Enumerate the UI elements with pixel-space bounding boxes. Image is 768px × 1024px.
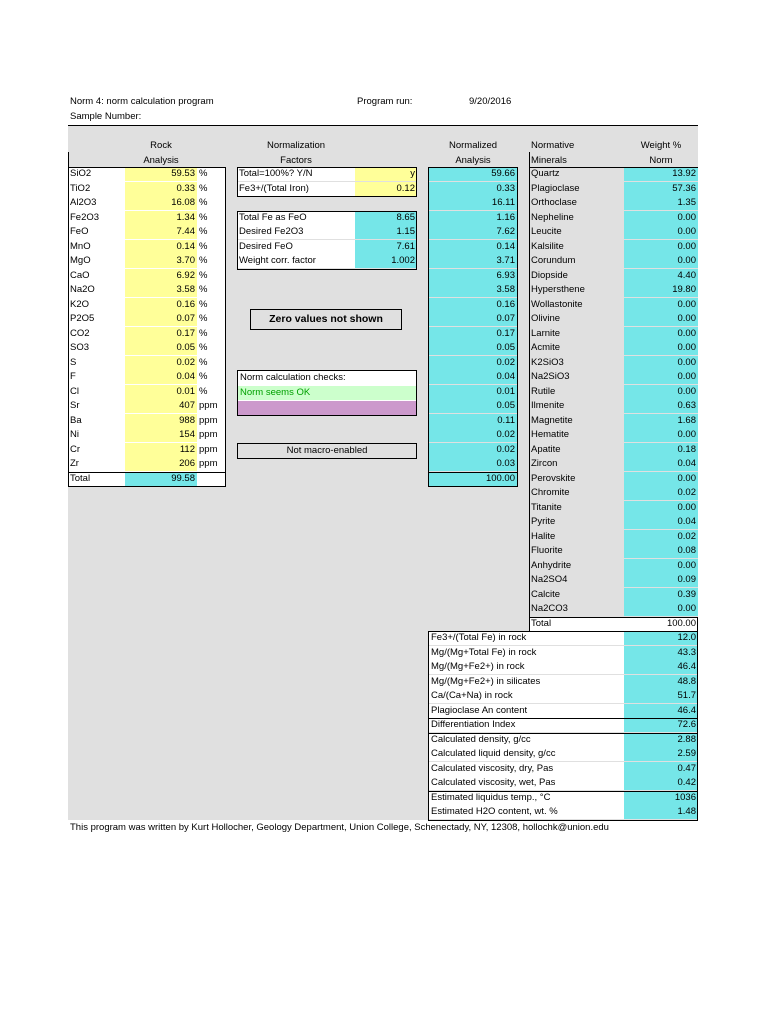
property-value: 51.7 xyxy=(624,689,698,703)
property-value: 12.0 xyxy=(624,631,698,645)
property-value: 43.3 xyxy=(624,646,698,660)
grid-line xyxy=(529,152,530,631)
zero-values-text: Zero values not shown xyxy=(269,313,383,325)
rock-oxide-unit: % xyxy=(199,313,208,324)
rock-oxide-value[interactable]: 0.16 xyxy=(125,298,197,312)
sample-number-label: Sample Number: xyxy=(70,111,142,122)
rock-oxide-value[interactable]: 1.34 xyxy=(125,211,197,225)
rock-oxide-value[interactable]: 3.58 xyxy=(125,283,197,297)
grid-line xyxy=(68,152,69,486)
mineral-name: Orthoclase xyxy=(531,197,577,208)
property-group-border xyxy=(428,718,698,734)
mineral-name: Diopside xyxy=(531,269,568,281)
mineral-name: Anhydrite xyxy=(531,559,572,571)
mineral-weight: 57.36 xyxy=(624,182,698,196)
mineral-weight: 19.80 xyxy=(624,283,698,297)
property-group-border xyxy=(428,733,698,792)
mineral-name: Na2CO3 xyxy=(531,603,568,614)
rock-oxide-unit: % xyxy=(199,284,208,295)
rock-oxide-unit: % xyxy=(199,342,208,353)
rock-oxide-label: Ni xyxy=(70,429,79,440)
grid-line xyxy=(68,472,226,473)
rock-oxide-unit: % xyxy=(199,269,208,281)
rock-oxide-label: Sr xyxy=(70,400,80,411)
rock-oxide-value[interactable]: 112 xyxy=(125,443,197,457)
normalized-value: 3.58 xyxy=(429,283,517,297)
mineral-weight: 0.04 xyxy=(624,457,698,471)
property-value: 2.59 xyxy=(624,747,698,761)
property-value: 0.42 xyxy=(624,776,698,790)
property-value: 1.48 xyxy=(624,805,698,819)
rock-oxide-value[interactable]: 3.70 xyxy=(125,254,197,268)
normalized-value: 0.01 xyxy=(429,385,517,399)
mineral-weight: 0.00 xyxy=(624,428,698,442)
grid-line xyxy=(529,617,698,618)
rock-oxide-value[interactable]: 7.44 xyxy=(125,225,197,239)
rock-oxide-unit: % xyxy=(199,197,208,208)
mineral-name: Olivine xyxy=(531,313,561,324)
mineral-weight: 0.00 xyxy=(624,341,698,355)
mineral-total-value: 100.00 xyxy=(624,617,698,631)
mineral-name: Fluorite xyxy=(531,545,563,556)
mineral-name: K2SiO3 xyxy=(531,356,564,368)
rock-oxide-value[interactable]: 0.17 xyxy=(125,327,197,341)
program-run-date: 9/20/2016 xyxy=(469,96,512,107)
mineral-total-label: Total xyxy=(530,617,624,631)
rock-oxide-unit: ppm xyxy=(199,400,218,411)
normalization-subheading: Factors xyxy=(280,155,312,166)
normalization-input-value[interactable]: y xyxy=(355,167,417,181)
rock-oxide-value[interactable]: 6.92 xyxy=(125,269,197,283)
normalization-factor-value: 8.65 xyxy=(355,211,417,225)
property-label: Ca/(Ca+Na) in rock xyxy=(428,689,624,703)
mineral-weight: 0.00 xyxy=(624,240,698,254)
mineral-weight: 0.00 xyxy=(624,559,698,573)
rock-oxide-label: TiO2 xyxy=(70,182,91,194)
mineral-weight: 0.00 xyxy=(624,385,698,399)
rock-oxide-label: Cl xyxy=(70,385,79,397)
mineral-weight: 0.00 xyxy=(624,501,698,515)
property-label: Calculated liquid density, g/cc xyxy=(428,747,624,761)
mineral-weight: 0.09 xyxy=(624,573,698,587)
rock-oxide-unit: ppm xyxy=(199,443,218,455)
rock-oxide-label: CaO xyxy=(70,269,90,281)
mineral-name: Pyrite xyxy=(531,516,556,527)
norm-checks-spare xyxy=(238,401,416,415)
rock-oxide-value[interactable]: 0.02 xyxy=(125,356,197,370)
property-label: Mg/(Mg+Fe2+) in rock xyxy=(428,660,624,674)
normalized-value: 59.66 xyxy=(429,167,517,181)
mineral-name: Halite xyxy=(531,530,556,542)
rock-oxide-label: K2O xyxy=(70,298,90,310)
property-value: 1036 xyxy=(624,791,698,805)
rock-oxide-unit: % xyxy=(199,182,208,194)
property-label: Estimated H2O content, wt. % xyxy=(428,805,624,819)
mineral-name: Zircon xyxy=(531,458,558,469)
mineral-weight: 0.00 xyxy=(624,211,698,225)
mineral-weight: 0.00 xyxy=(624,225,698,239)
property-label: Calculated viscosity, dry, Pas xyxy=(428,762,624,776)
mineral-name: Quartz xyxy=(531,168,560,179)
normalization-input-value[interactable]: 0.12 xyxy=(355,182,417,196)
property-value: 46.4 xyxy=(624,660,698,674)
normative-heading: Normative xyxy=(531,140,575,151)
mineral-weight: 1.35 xyxy=(624,196,698,210)
normalized-value: 0.11 xyxy=(429,414,517,428)
property-value: 48.8 xyxy=(624,675,698,689)
normalization-factor-value: 7.61 xyxy=(355,240,417,254)
grid-line xyxy=(68,167,226,168)
rock-oxide-label: Cr xyxy=(70,443,81,455)
norm-checks-label: Norm calculation checks: xyxy=(240,372,346,383)
property-label: Plagioclase An content xyxy=(428,704,624,718)
normalized-border xyxy=(428,167,518,487)
mineral-name: Titanite xyxy=(531,501,562,513)
rock-subheading: Analysis xyxy=(143,155,179,166)
normalized-value: 0.05 xyxy=(429,341,517,355)
mineral-name: Plagioclase xyxy=(531,182,580,194)
macro-text: Not macro-enabled xyxy=(286,445,368,456)
rock-heading: Rock xyxy=(150,140,172,151)
grid-line xyxy=(68,486,226,487)
normalization-factor-label: Desired FeO xyxy=(237,240,355,254)
normative-subheading: Minerals xyxy=(531,155,567,166)
norm-checks-box xyxy=(237,370,417,416)
program-title: Norm 4: norm calculation program xyxy=(70,96,214,107)
rock-oxide-unit: % xyxy=(199,385,208,397)
rock-oxide-label: Al2O3 xyxy=(70,197,97,208)
rock-oxide-value[interactable]: 0.05 xyxy=(125,341,197,355)
rock-oxide-unit: % xyxy=(199,255,208,266)
property-value: 72.6 xyxy=(624,718,698,732)
rock-oxide-label: FeO xyxy=(70,226,89,237)
mineral-name: Calcite xyxy=(531,588,561,600)
footer-credit: This program was written by Kurt Hollocher, Geology Department, Union College, Schenectady, NY, 12308, hollochk@union.edu xyxy=(70,822,609,833)
mineral-name: Ilmenite xyxy=(531,400,565,411)
mineral-name: Perovskite xyxy=(531,472,576,484)
mineral-weight: 0.04 xyxy=(624,515,698,529)
macro-box xyxy=(237,443,417,459)
mineral-name: Na2SO4 xyxy=(531,574,568,585)
mineral-name: Rutile xyxy=(531,385,556,397)
mineral-name: Corundum xyxy=(531,255,576,266)
rock-oxide-unit: % xyxy=(199,371,208,382)
rock-oxide-unit: ppm xyxy=(199,414,218,426)
property-label: Differentiation Index xyxy=(428,718,624,732)
rock-oxide-unit: % xyxy=(199,356,208,368)
mineral-name: Na2SiO3 xyxy=(531,371,570,382)
normalization-factor-label: Weight corr. factor xyxy=(237,254,355,268)
rock-oxide-label: SiO2 xyxy=(70,168,92,179)
mineral-name: Kalsilite xyxy=(531,240,564,252)
mineral-weight: 0.63 xyxy=(624,399,698,413)
rock-oxide-value[interactable]: 0.01 xyxy=(125,385,197,399)
rock-oxide-label: MgO xyxy=(70,255,91,266)
program-run-label: Program run: xyxy=(357,96,413,107)
mineral-weight: 0.39 xyxy=(624,588,698,602)
weight-heading: Weight % xyxy=(640,140,682,151)
mineral-weight: 0.00 xyxy=(624,298,698,312)
property-label: Estimated liquidus temp., °C xyxy=(428,791,624,805)
normalized-value: 3.71 xyxy=(429,254,517,268)
rock-oxide-label: Zr xyxy=(70,458,79,469)
rock-oxide-label: S xyxy=(70,356,77,368)
rock-oxide-value[interactable]: 16.08 xyxy=(125,196,197,210)
normalized-value: 0.03 xyxy=(429,457,517,471)
grid-line xyxy=(428,472,518,473)
mineral-weight: 0.02 xyxy=(624,530,698,544)
normalization-factor-label: Total Fe as FeO xyxy=(237,211,355,225)
mineral-name: Hypersthene xyxy=(531,284,585,295)
mineral-name: Acmite xyxy=(531,342,561,353)
normalization-input-label: Total=100%? Y/N xyxy=(237,167,355,181)
mineral-weight: 0.00 xyxy=(624,312,698,326)
property-label: Mg/(Mg+Total Fe) in rock xyxy=(428,646,624,660)
rock-oxide-value[interactable]: 407 xyxy=(125,399,197,413)
normalized-value: 0.07 xyxy=(429,312,517,326)
rock-oxide-label: CO2 xyxy=(70,327,90,339)
rock-oxide-unit: % xyxy=(199,211,208,223)
normalized-value: 7.62 xyxy=(429,225,517,239)
normalized-subheading: Analysis xyxy=(455,155,491,166)
mineral-name: Magnetite xyxy=(531,414,573,426)
mineral-name: Apatite xyxy=(531,443,561,455)
grid-line xyxy=(529,167,698,168)
normalized-value: 16.11 xyxy=(429,196,517,210)
rock-oxide-label: MnO xyxy=(70,240,91,252)
mineral-weight: 13.92 xyxy=(624,167,698,181)
rock-oxide-label: P2O5 xyxy=(70,313,95,324)
mineral-name: Chromite xyxy=(531,487,570,498)
rock-oxide-value[interactable]: 154 xyxy=(125,428,197,442)
property-label: Calculated density, g/cc xyxy=(428,733,624,747)
rock-oxide-value[interactable]: 0.07 xyxy=(125,312,197,326)
grid-line xyxy=(225,167,226,486)
normalized-value: 1.16 xyxy=(429,211,517,225)
normalized-total: 100.00 xyxy=(429,472,517,486)
normalized-value: 0.14 xyxy=(429,240,517,254)
property-value: 0.47 xyxy=(624,762,698,776)
rock-total-label: Total xyxy=(70,472,91,484)
property-value: 2.88 xyxy=(624,733,698,747)
rock-oxide-unit: % xyxy=(199,226,208,237)
rock-oxide-label: F xyxy=(70,371,76,382)
rock-oxide-value[interactable]: 0.14 xyxy=(125,240,197,254)
rock-oxide-value[interactable]: 0.04 xyxy=(125,370,197,384)
normalized-value: 0.16 xyxy=(429,298,517,312)
rock-oxide-value[interactable]: 988 xyxy=(125,414,197,428)
rock-oxide-unit: ppm xyxy=(199,429,218,440)
mineral-weight: 4.40 xyxy=(624,269,698,283)
mineral-weight: 0.00 xyxy=(624,472,698,486)
normalized-value: 0.05 xyxy=(429,399,517,413)
grid-line xyxy=(697,617,698,632)
mineral-weight: 0.00 xyxy=(624,356,698,370)
property-label: Mg/(Mg+Fe2+) in silicates xyxy=(428,675,624,689)
normalization-inputs-border xyxy=(237,167,417,197)
property-label: Fe3+/(Total Fe) in rock xyxy=(428,631,624,645)
normalized-value: 0.02 xyxy=(429,443,517,457)
rock-oxide-unit: % xyxy=(199,240,208,252)
mineral-name: Leucite xyxy=(531,226,562,237)
rock-oxide-label: Ba xyxy=(70,414,82,426)
mineral-weight: 0.02 xyxy=(624,486,698,500)
normalized-value: 0.02 xyxy=(429,428,517,442)
mineral-name: Larnite xyxy=(531,327,561,339)
rock-oxide-unit: ppm xyxy=(199,458,218,469)
normalized-value: 0.17 xyxy=(429,327,517,341)
rock-oxide-value[interactable]: 59.53 xyxy=(125,167,197,181)
normalization-factor-value: 1.15 xyxy=(355,225,417,239)
normalized-heading: Normalized xyxy=(448,140,498,151)
mineral-weight: 0.00 xyxy=(624,254,698,268)
mineral-weight: 0.18 xyxy=(624,443,698,457)
mineral-name: Nepheline xyxy=(531,211,574,223)
normalization-factor-value: 1.002 xyxy=(355,254,417,268)
rock-oxide-unit: % xyxy=(199,298,208,310)
rock-oxide-value[interactable]: 0.33 xyxy=(125,182,197,196)
property-group-border xyxy=(428,631,698,719)
mineral-weight: 0.08 xyxy=(624,544,698,558)
property-value: 46.4 xyxy=(624,704,698,718)
property-label: Calculated viscosity, wet, Pas xyxy=(428,776,624,790)
normalization-heading: Normalization xyxy=(266,140,326,151)
mineral-weight: 1.68 xyxy=(624,414,698,428)
mineral-weight: 0.00 xyxy=(624,602,698,616)
normalized-value: 0.33 xyxy=(429,182,517,196)
rock-oxide-unit: % xyxy=(199,168,208,179)
mineral-name: Hematite xyxy=(531,429,570,440)
normalization-input-label: Fe3+/(Total Iron) xyxy=(237,182,355,196)
rock-total-value: 99.58 xyxy=(125,472,197,486)
rock-oxide-label: Na2O xyxy=(70,284,95,295)
mineral-weight: 0.00 xyxy=(624,327,698,341)
weight-subheading: Norm xyxy=(649,155,673,166)
zero-values-box xyxy=(250,309,402,330)
rock-oxide-label: Fe2O3 xyxy=(70,211,100,223)
property-group-border xyxy=(428,791,698,821)
rock-oxide-label: SO3 xyxy=(70,342,90,353)
normalization-factor-label: Desired Fe2O3 xyxy=(237,225,355,239)
normalization-factors-border xyxy=(237,211,417,270)
rock-oxide-unit: % xyxy=(199,327,208,339)
normalized-value: 6.93 xyxy=(429,269,517,283)
rock-oxide-value[interactable]: 206 xyxy=(125,457,197,471)
normalized-value: 0.02 xyxy=(429,356,517,370)
normalized-value: 0.04 xyxy=(429,370,517,384)
norm-checks-status: Norm seems OK xyxy=(238,386,416,400)
mineral-weight: 0.00 xyxy=(624,370,698,384)
mineral-name: Wollastonite xyxy=(531,298,583,310)
